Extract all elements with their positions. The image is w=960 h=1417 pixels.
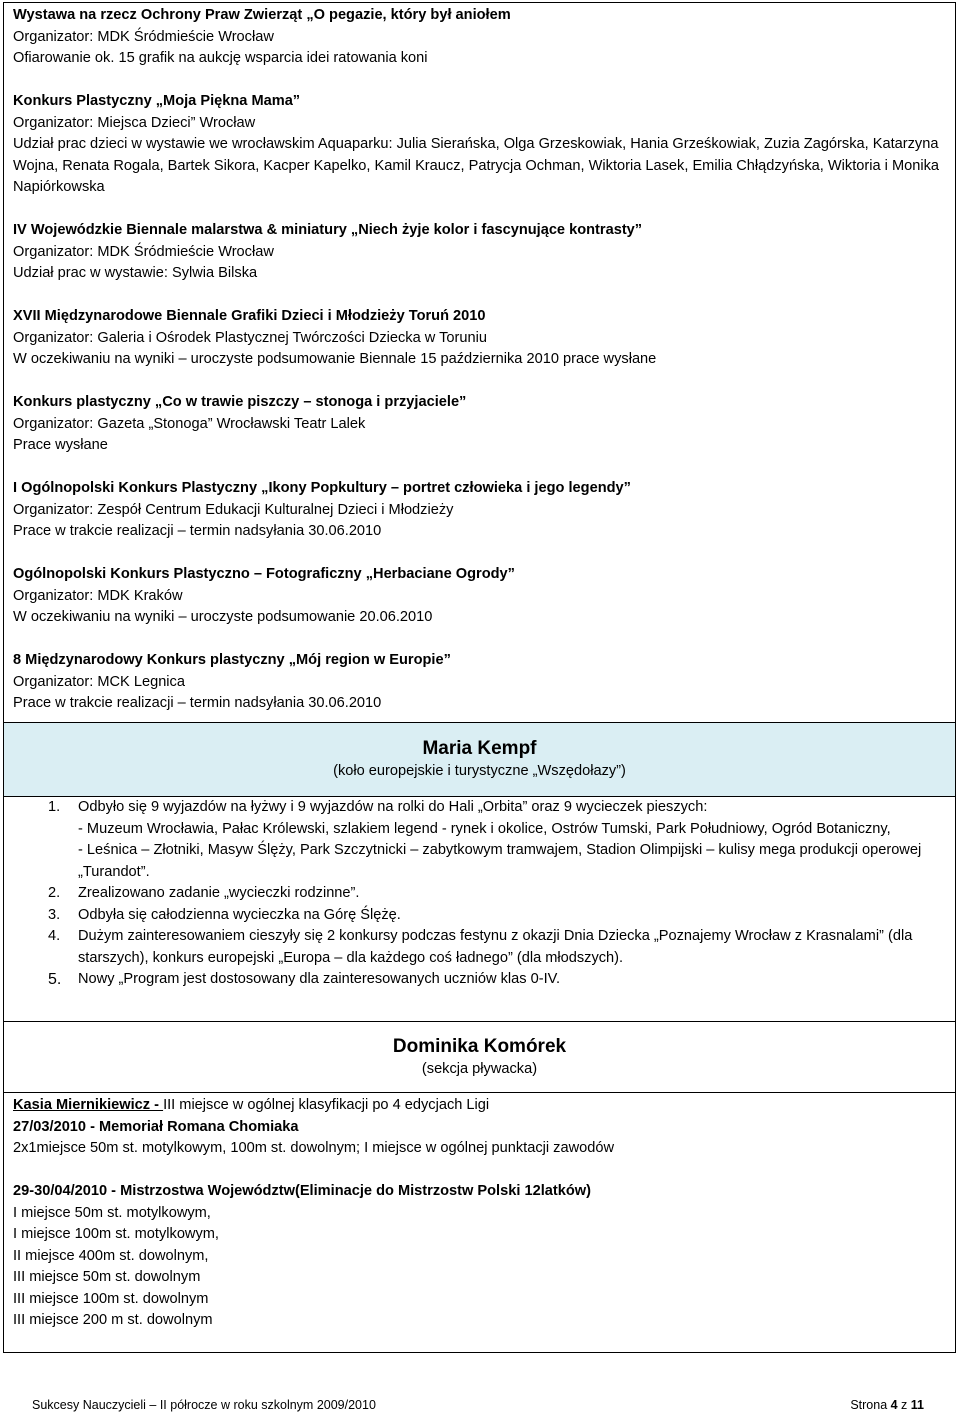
kempf-list <box>4 797 955 991</box>
event-title: I Ogólnopolski Konkurs Plastyczny „Ikony Popkultury – portret człowieka i jego legendy” <box>13 480 631 496</box>
page-current: 4 <box>890 1398 898 1412</box>
event-title: XVII Międzynarodowe Biennale Grafiki Dzieci i Młodzieży Toruń 2010 <box>13 308 486 324</box>
result-line: III miejsce 200 m st. dowolnym <box>13 1312 213 1328</box>
kempf-header <box>4 722 955 797</box>
event-line: Prace wysłane <box>13 437 108 453</box>
winner-line <box>4 1095 955 1117</box>
event-line: Organizator: Gazeta „Stonoga” Wrocławski Teatr Lalek <box>13 415 366 432</box>
list-item <box>4 926 955 969</box>
event-title: 8 Międzynarodowy Konkurs plastyczny „Mój region w Europie” <box>13 652 451 668</box>
event-line: Organizator: MDK Śródmieście Wrocław <box>13 28 274 45</box>
komorek-header <box>4 1021 955 1093</box>
teacher-name: Dominika Komórek <box>392 1036 567 1057</box>
teacher-subtitle: (koło europejskie i turystyczne „Wszędołazy”) <box>333 763 626 779</box>
list-item <box>4 883 955 905</box>
event-line: Organizator: MCK Legnica <box>13 673 185 690</box>
event-title: IV Wojewódzkie Biennale malarstwa & miniatury „Niech żyje kolor i fascynujące kontrasty” <box>13 222 643 238</box>
list-item <box>4 969 955 991</box>
teacher-subtitle: (sekcja pływacka) <box>421 1061 538 1077</box>
event-line: 2x1miejsce 50m st. motylkowym, 100m st. dowolnym; I miejsce w ogólnej punktacji zawodów <box>13 1140 615 1156</box>
event-title: 27/03/2010 - Memoriał Romana Chomiaka <box>13 1118 299 1135</box>
winner-name: Kasia Miernikiewicz - <box>13 1097 164 1113</box>
teacher-name: Maria Kempf <box>422 738 537 759</box>
event-line: Organizator: Galeria i Ośrodek Plastycznej Twórczości Dziecka w Toruniu <box>13 329 487 346</box>
document-frame <box>3 2 956 1353</box>
list-number: 5. <box>48 971 62 988</box>
event-line: Organizator: Zespół Centrum Edukacji Kulturalnej Dzieci i Młodzieży <box>13 501 454 518</box>
list-number: 3. <box>48 906 61 923</box>
event-title: Ogólnopolski Konkurs Plastyczno – Fotograficzny „Herbaciane Ogrody” <box>13 566 515 582</box>
event-title: Konkurs plastyczny „Co w trawie piszczy – stonoga i przyjaciele” <box>13 394 467 410</box>
event-line: Organizator: Miejsca Dzieci” Wrocław <box>13 114 256 131</box>
winner-text: III miejsce w ogólnej klasyfikacji po 4 edycjach Ligi <box>163 1097 490 1113</box>
komorek-section <box>4 1095 955 1332</box>
event-line: W oczekiwaniu na wyniki – uroczyste podsumowanie Biennale 15 października 2010 prace wysłane <box>13 351 657 367</box>
event-title: 29-30/04/2010 - Mistrzostwa Województw(Eliminacje do Mistrzostw Polski 12latków) <box>13 1183 591 1199</box>
event-line: Organizator: MDK Śródmieście Wrocław <box>13 243 274 260</box>
event-line: Organizator: MDK Kraków <box>13 587 183 604</box>
page-mid: z <box>897 1398 911 1412</box>
result-line: III miejsce 100m st. dowolnym <box>13 1290 209 1307</box>
event-line: Prace w trakcie realizacji – termin nadsyłania 30.06.2010 <box>13 523 382 539</box>
event-paragraph: Udział prac dzieci w wystawie we wrocławskim Aquaparku: Julia Sierańska, Olga Grzeskowiak, Hania Grześkowiak, Zuzia Zagórska, Katarzyna Wojna, Renata Rogala, Bartek Sikora, Kacper Kapelko, Kamil Kraucz, Patrycja Ochman, Wiktoria Lasek, Emilia Chłądzyńska, Wiktoria i Monika Napiórkowska <box>13 136 939 195</box>
result-line: I miejsce 100m st. motylkowym, <box>13 1226 219 1242</box>
event-line: Prace w trakcie realizacji – termin nadsyłania 30.06.2010 <box>13 695 382 711</box>
result-line: III miejsce 50m st. dowolnym <box>13 1269 201 1285</box>
list-text: Dużym zainteresowaniem cieszyły się 2 konkursy podczas festynu z okazji Dnia Dziecka „Poznajemy Wrocław z Krasnalami” (dla starszych), konkurs europejski „Europa – dla każdego coś ładnego” (dla młodszych). <box>78 928 913 966</box>
event-line: Ofiarowanie ok. 15 grafik na aukcję wsparcia idei ratowania koni <box>13 50 428 66</box>
list-number: 4. <box>48 928 61 944</box>
page-total: 11 <box>910 1398 924 1412</box>
footer-title: Sukcesy Nauczycieli – II półrocze w roku szkolnym 2009/2010 <box>32 1398 376 1412</box>
result-line: II miejsce 400m st. dowolnym, <box>13 1247 209 1264</box>
event-line: Udział prac w wystawie: Sylwia Bilska <box>13 265 258 281</box>
list-item <box>4 797 955 883</box>
event-line: W oczekiwaniu na wyniki – uroczyste podsumowanie 20.06.2010 <box>13 609 433 625</box>
list-item <box>4 905 955 927</box>
page-prefix: Strona <box>850 1398 891 1412</box>
list-text: Odbyło się 9 wyjazdów na łyżwy i 9 wyjazdów na rolki do Hali „Orbita” oraz 9 wycieczek pieszych: <box>78 799 708 815</box>
list-text: Nowy „Program jest dostosowany dla zainteresowanych uczniów klas 0-IV. <box>78 971 561 987</box>
list-subline: - Muzeum Wrocławia, Pałac Królewski, szlakiem legend - rynek i okolice, Ostrów Tumski, Park Południowy, Ogród Botaniczny, <box>78 820 891 837</box>
list-text: Odbyła się całodzienna wycieczka na Górę Ślężę. <box>78 906 401 923</box>
list-number: 1. <box>48 799 61 815</box>
event-title: Konkurs Plastyczny „Moja Piękna Mama” <box>13 93 301 109</box>
list-number: 2. <box>48 885 61 901</box>
list-text: Zrealizowano zadanie „wycieczki rodzinne”. <box>78 885 360 901</box>
list-subline: - Leśnica – Złotniki, Masyw Ślęży, Park Szczytnicki – zabytkowym tramwajem, Stadion Olimpijski – kulisy mega produkcji operowej „Turandot”. <box>78 842 922 880</box>
events-section <box>4 5 955 715</box>
event-title: Wystawa na rzecz Ochrony Praw Zwierząt „O pegazie, który był aniołem <box>13 7 511 23</box>
result-line: I miejsce 50m st. motylkowym, <box>13 1204 211 1221</box>
page-number <box>850 1396 924 1414</box>
